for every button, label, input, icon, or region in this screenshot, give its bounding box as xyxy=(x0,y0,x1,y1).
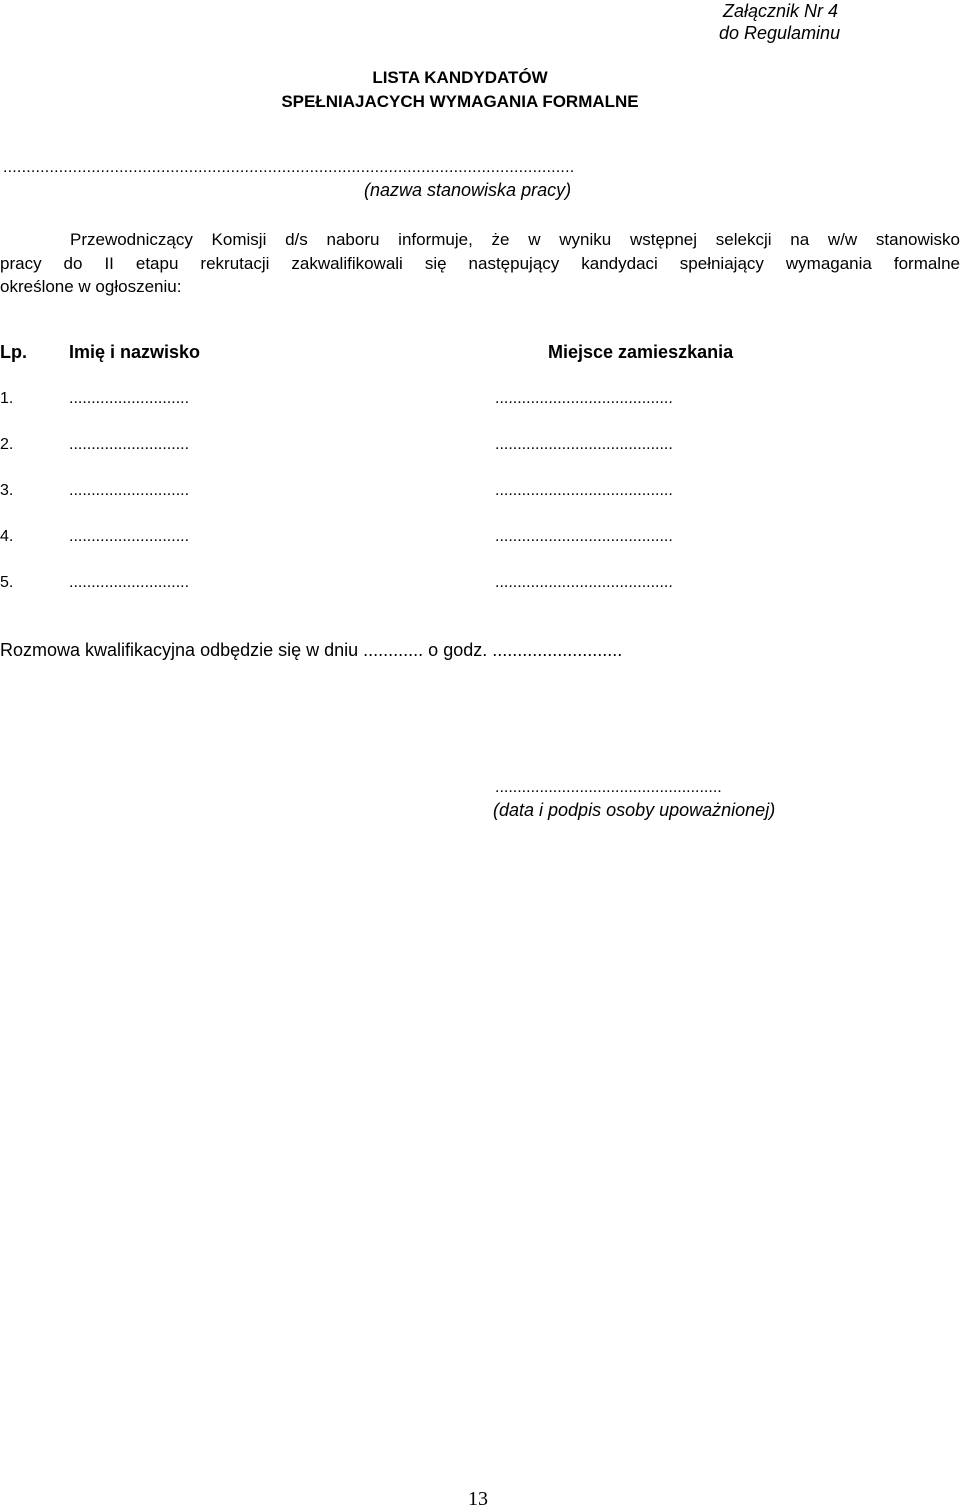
signature-field: ................................................... xyxy=(495,779,722,796)
row-place-field: ........................................ xyxy=(495,482,673,499)
row-number: 2. xyxy=(0,436,14,453)
row-name-field: ........................... xyxy=(69,390,190,407)
row-name-field: ........................... xyxy=(69,482,190,499)
row-place-field: ........................................ xyxy=(495,436,673,453)
annex-regulation: do Regulaminu xyxy=(719,23,841,43)
paragraph-line-1: Przewodniczący Komisji d/s naboru informuje, że w wyniku wstępnej selekcji na w/w stanowisko xyxy=(70,230,960,249)
row-name-field: ........................... xyxy=(69,574,190,591)
row-number: 1. xyxy=(0,390,14,407)
column-header-place: Miejsce zamieszkania xyxy=(548,342,734,362)
signature-caption: (data i podpis osoby upoważnionej) xyxy=(493,800,776,820)
row-name-field: ........................... xyxy=(69,436,190,453)
row-place-field: ........................................ xyxy=(495,528,673,545)
row-name-field: ........................... xyxy=(69,528,190,545)
paragraph-line-2: pracy do II etapu rekrutacji zakwalifikowali się następujący kandydaci spełniający wymagania formalne xyxy=(0,253,960,273)
row-number: 4. xyxy=(0,528,14,545)
annex-number: Załącznik Nr 4 xyxy=(723,1,839,21)
row-number: 5. xyxy=(0,574,14,591)
page-number: 13 xyxy=(468,1488,488,1510)
position-name-field: ........................................................................................................................... xyxy=(3,159,575,176)
title-line-2: SPEŁNIAJACYCH WYMAGANIA FORMALNE xyxy=(281,92,639,111)
announcement-paragraph xyxy=(0,228,960,299)
column-header-name: Imię i nazwisko xyxy=(69,342,201,362)
row-place-field: ........................................ xyxy=(495,574,673,591)
interview-date-line: Rozmowa kwalifikacyjna odbędzie się w dniu ............ o godz. .......................... xyxy=(0,640,623,660)
paragraph-line-3: określone w ogłoszeniu: xyxy=(0,277,182,296)
row-place-field: ........................................ xyxy=(495,390,673,407)
row-number: 3. xyxy=(0,482,14,499)
position-name-caption: (nazwa stanowiska pracy) xyxy=(364,180,572,200)
title-line-1: LISTA KANDYDATÓW xyxy=(372,68,548,87)
column-header-lp: Lp. xyxy=(0,342,27,362)
